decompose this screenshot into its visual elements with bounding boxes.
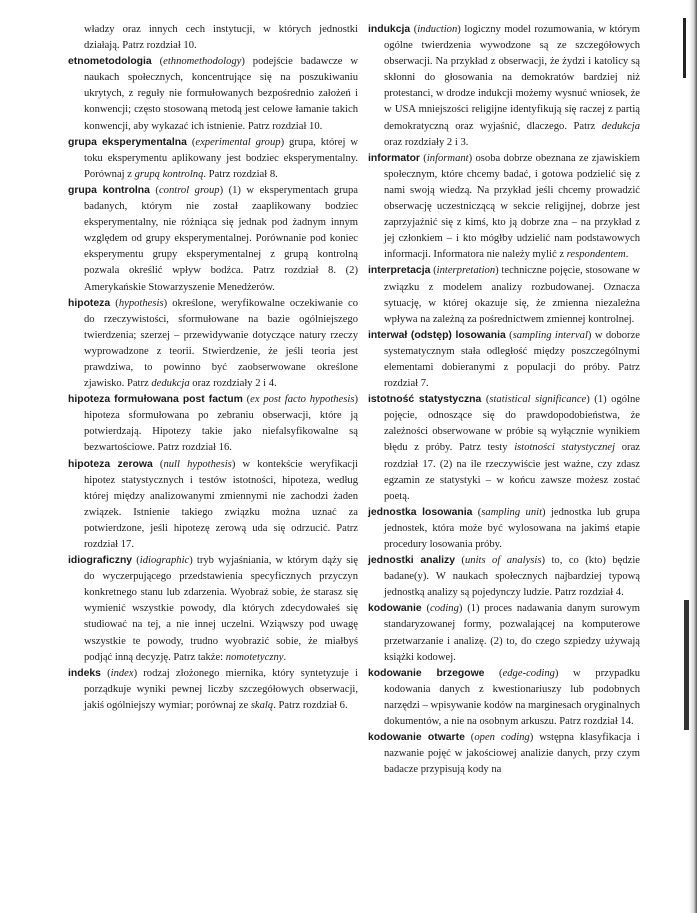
- cross-reference: dedukcja: [151, 378, 190, 390]
- cross-reference: respondentem: [566, 249, 626, 261]
- definition-text: (1) ogólne pojęcie, odnoszące się do prawdopodobieństwa, że zależności obserwowane w próbie są wyłącznie wynikiem błędu z próby. Patrz testy: [384, 394, 640, 454]
- cross-reference: skalą: [250, 699, 274, 711]
- glossary-entry: jednostka losowania (sampling unit) jednostka lub grupa jednostek, która może być wylosowana na jakimś etapie procedury losowania próby.: [368, 506, 640, 550]
- entry-term: istotność statystyczna: [368, 394, 482, 406]
- page-edge-shadow: [689, 0, 697, 913]
- definition-tail: oraz rozdziały 2 i 4.: [189, 378, 277, 390]
- definition-text: osoba dobrze obeznana ze zjawiskiem społecznym, które chcemy badać, i gotowa podzielić się z nami swoją wiedzą. Na przykład jeśli chcemy prowadzić obserwację uczestniczącą w sekcie religijnej, dobrze jest zaprzyjaźnić się z kimś, kto ją dobrze zna – na przykład z jej członkiem – i kto mógłby udzielić nam podstawowych informacji. Informatora nie należy mylić z: [384, 152, 640, 261]
- glossary-entry: kodowanie otwarte (open coding) wstępna klasyfikacja i nazwanie pojęć w jakościowej analizie danych, przy czym badacze przypisują kody na: [368, 732, 640, 776]
- glossary-entry: indeks (index) rodzaj złożonego miernika, który syntetyzuje i porządkuje wyniki pewnej liczby szczegółowych obserwacji, jakiś ogólniejszy wymiar; porównaj ze skalą. Patrz rozdział 6.: [68, 667, 358, 711]
- definition-text: wstępna klasyfikacja i nazwanie pojęć w jakościowej analizie danych, przy czym badacze przypisują kody na: [384, 732, 640, 776]
- glossary-entry: idiograficzny (idiographic) tryb wyjaśniania, w którym dąży się do wyczerpującego przedstawienia specyficznych przyczyn konkretnego stanu lub zdarzenia. Wyobraź sobie, że starasz się wymienić wszystkie powody, dla których zdecydowałeś się studiować na tej, a nie innej uczelni. Wziąwszy pod uwagę wszystkie te powody, trudno wyobrazić sobie, że miałbyś podjąć inną decyzję. Patrz także: nomotetyczny.: [68, 555, 358, 663]
- entry-term: kodowanie: [368, 603, 422, 615]
- english-term: statistical significance: [489, 394, 587, 406]
- glossary-entry: hipoteza formułowana post factum (ex post facto hypothesis) hipoteza sformułowana po zebraniu obserwacji, które ją potwierdzają. Hipotezy takie jako niefalsyfikowalne są bezwartościowe. Patrz rozdział 16.: [68, 394, 358, 454]
- entry-term: kodowanie brzegowe: [368, 667, 485, 679]
- cross-reference: dedukcja: [601, 120, 640, 132]
- entry-term: kodowanie otwarte: [368, 732, 465, 744]
- definition-text: podejście badawcze w naukach społecznych, koncentrujące się na poszukiwaniu ukrytych, z reguły nie formułowanych bezpośrednio założeń i konwencji; często stosowaną metodą jest celowe łamanie takich konwencji, aby wykazać ich istnienie. Patrz rozdział 10.: [84, 56, 358, 132]
- glossary-entry: interwał (odstęp) losowania (sampling interval) w doborze systematycznym stała odległość między poszczególnymi elementami dobieranymi z populacji do próby. Patrz rozdział 7.: [368, 329, 640, 390]
- left-column: [68, 22, 358, 714]
- definition-text: logiczny model rozumowania, w którym ogólne twierdzenia wywodzone są ze szczegółowych obserwacji. Na przykład z obserwacji, że żydzi i katolicy są skłonni do głosowania na demokratów bardziej niż protestanci, w drodze indukcji możemy wysnuć wniosek, że w USA mniejszości religijne identyfikują się raczej z partią demokratyczną oraz wyjaśnić, dlaczego. Patrz: [384, 24, 640, 132]
- definition-text: władzy oraz innych cech instytucji, w których jednostki działają. Patrz rozdział 10.: [84, 24, 358, 52]
- entry-term: hipoteza formułowana post factum: [68, 394, 243, 406]
- scan-edge-mark-lower: [684, 600, 689, 730]
- english-term: informant: [426, 152, 469, 164]
- definition-text: (1) w eksperymentach grupa badanych, którym nie został zaaplikowany bodziec eksperymentalny, nie różniąca się jednak pod żadnym innym względem od grupy eksperymentalnej. Porównanie pod koniec eksperymentu grupy eksperymentalnej z grupą kontrolną pozwala określić wpływ bodźca. Patrz rozdział 8. (2) Amerykańskie Stowarzyszenie Menedżerów.: [84, 184, 359, 293]
- english-term: edge-coding: [502, 667, 555, 679]
- entry-term: interpretacja: [368, 265, 431, 277]
- glossary-entry: grupa eksperymentalna (experimental group) grupa, której w toku eksperymentu aplikowany jest bodziec eksperymentalny. Porównaj z grupą kontrolną. Patrz rozdział 8.: [68, 136, 359, 180]
- definition-tail: . Patrz rozdział 8.: [203, 168, 278, 180]
- definition-text: w kontekście weryfikacji hipotez statystycznych i testów istotności, hipoteza, według której między analizowanymi zmiennymi nie zachodzi żaden związek. Istnienie takiego związku można uznać za potwierdzone, jeśli hipotezę zerową uda się odrzucić. Patrz rozdział 17.: [84, 458, 358, 550]
- definition-text: rodzaj złożonego miernika, który syntetyzuje i porządkuje wyniki pewnej liczby szczegółowych obserwacji, jakiś ogólniejszy wymiar; porównaj ze: [84, 667, 358, 711]
- entry-term: indeks: [68, 667, 101, 679]
- cross-reference: nomotetyczny: [225, 651, 284, 663]
- english-term: interpretation: [436, 265, 496, 277]
- entry-term: interwał (odstęp) losowania: [368, 329, 506, 341]
- glossary-entry: interpretacja (interpretation) techniczne pojęcie, stosowane w związku z modelem analizy rozbudowanej. Oznacza sytuację, w której okazuje się, że zmienna niezależna wpływa na zależną za pośrednictwem zmiennej kontrolnej.: [368, 265, 640, 325]
- english-term: open coding: [474, 732, 530, 744]
- definition-text: jednostka lub grupa jednostek, która może być wylosowana na jakimś etapie procedury losowania próby.: [384, 506, 640, 550]
- english-term: control group: [158, 184, 220, 196]
- entry-term: jednostka losowania: [368, 506, 473, 518]
- definition-text: grupa, której w toku eksperymentu aplikowany jest bodziec eksperymentalny. Porównaj z: [84, 136, 359, 180]
- definition-tail: . Patrz rozdział 6.: [273, 699, 348, 711]
- cross-reference: grupą kontrolną: [134, 168, 204, 180]
- definition-text: w doborze systematycznym stała odległość między poszczególnymi elementami dobieranymi z populacji do próby. Patrz rozdział 7.: [384, 329, 640, 390]
- english-term: index: [110, 667, 134, 679]
- glossary-continuation: [68, 22, 358, 54]
- definition-tail: oraz rozdziały 2 i 3.: [384, 136, 469, 148]
- english-term: sampling interval: [512, 329, 588, 341]
- english-term: ex post facto hypothesis: [250, 394, 355, 406]
- english-term: induction: [417, 24, 458, 35]
- definition-tail: .: [625, 249, 629, 261]
- cross-reference: istotności statystycznej: [514, 442, 616, 454]
- glossary-entry: indukcja (induction) logiczny model rozumowania, w którym ogólne twierdzenia wywodzone są ze szczegółowych obserwacji. Na przykład z obserwacji, że żydzi i katolicy są skłonni do głosowania na demokratów bardziej niż protestanci, w drodze indukcji możemy wysnuć wniosek, że w USA mniejszości religijne identyfikują się raczej z partią demokratyczną oraz wyjaśnić, dlaczego. Patrz dedukcja oraz rozdziały 2 i 3.: [368, 24, 640, 148]
- definition-text: w przypadku kodowania danych z kwestionariuszy lub podobnych narzędzi – wpisywanie kodów na marginesach oryginalnych dokumentów, a nie na osobnym arkuszu. Patrz rozdział 14.: [384, 667, 640, 728]
- entry-term: jednostki analizy: [368, 555, 455, 567]
- english-term: sampling unit: [481, 506, 543, 518]
- glossary-entry: informator (informant) osoba dobrze obeznana ze zjawiskiem społecznym, które chcemy badać, i gotowa podzielić się z nami swoją wiedzą. Na przykład jeśli chcemy prowadzić obserwację uczestniczącą w sekcie religijnej, dobrze jest zaprzyjaźnić się z kimś, kto ją dobrze zna – na przykład z jej członkiem – i kto mógłby udzielić nam podstawowych informacji. Informatora nie należy mylić z respondentem.: [368, 152, 640, 261]
- definition-text: techniczne pojęcie, stosowane w związku z modelem analizy rozbudowanej. Oznacza sytuację, w której okazuje się, że zmienna niezależna wpływa na zależną za pośrednictwem zmiennej kontrolnej.: [384, 265, 640, 325]
- english-term: null hypothesis: [163, 458, 232, 470]
- glossary-entry: hipoteza zerowa (null hypothesis) w kontekście weryfikacji hipotez statystycznych i testów istotności, hipoteza, według której między analizowanymi zmiennymi nie zachodzi żaden związek. Istnienie takiego związku można uznać za potwierdzone, jeśli hipotezę zerową uda się odrzucić. Patrz rozdział 17.: [68, 458, 358, 550]
- glossary-entry: jednostki analizy (units of analysis) to, co (kto) będzie badane(y). W naukach społecznych najbardziej typową jednostką analizy są pojedynczy ludzie. Patrz rozdział 4.: [368, 555, 640, 599]
- english-term: units of analysis: [464, 555, 542, 567]
- english-term: ethnomethodology: [163, 56, 242, 68]
- entry-term: grupa eksperymentalna: [68, 136, 187, 148]
- entry-term: etnometodologia: [68, 56, 152, 68]
- entry-term: hipoteza zerowa: [68, 458, 153, 470]
- definition-text: określone, weryfikowalne oczekiwanie co do rzeczywistości, sformułowane na bazie ogólniejszego twierdzenia; szerzej – przewidywanie dotyczące natury rzeczy wyprowadzone z teorii. Stwierdzenie, że jeśli teoria jest prawdziwa, to powinno być zaobserwowane określone zjawisko. Patrz: [84, 297, 358, 390]
- glossary-entry: kodowanie brzegowe (edge-coding) w przypadku kodowania danych z kwestionariuszy lub podobnych narzędzi – wpisywanie kodów na marginesach oryginalnych dokumentów, a nie na osobnym arkuszu. Patrz rozdział 14.: [368, 667, 640, 728]
- glossary-entry: istotność statystyczna (statistical significance) (1) ogólne pojęcie, odnoszące się do prawdopodobieństwa, że zależności obserwowane w próbie są wyłącznie wynikiem błędu z próby. Patrz testy istotności statystycznej oraz rozdział 17. (2) na ile rzeczywiście jest ważne, czy zdasz egzamin ze statystyki – w końcu zawsze możesz zostać poetą.: [368, 394, 640, 502]
- glossary-entry: hipoteza (hypothesis) określone, weryfikowalne oczekiwanie co do rzeczywistości, sformułowane na bazie ogólniejszego twierdzenia; szerzej – przewidywanie dotyczące natury rzeczy wyprowadzone z teorii. Stwierdzenie, że jeśli teoria jest prawdziwa, to powinno być zaobserwowane określone zjawisko. Patrz dedukcja oraz rozdziały 2 i 4.: [68, 297, 358, 390]
- scan-edge-mark: [683, 18, 686, 78]
- english-term: coding: [430, 603, 459, 615]
- entry-term: grupa kontrolna: [68, 184, 150, 196]
- definition-tail: .: [283, 651, 287, 663]
- glossary-entry: etnometodologia (ethnomethodology) podejście badawcze w naukach społecznych, koncentrujące się na poszukiwaniu ukrytych, z reguły nie formułowanych bezpośrednio założeń i konwencji; często stosowaną metodą jest celowe łamanie takich konwencji, aby wykazać ich istnienie. Patrz rozdział 10.: [68, 56, 358, 132]
- english-term: hypothesis: [118, 297, 164, 309]
- definition-text: (1) proces nadawania danym surowym standaryzowanej formy, pozwalającej na komputerowe przetwarzanie i analizę. (2) to, do czego szpiedzy używają książki kodowej.: [384, 603, 640, 663]
- right-column: [368, 22, 640, 778]
- glossary-entry: kodowanie (coding) (1) proces nadawania danym surowym standaryzowanej formy, pozwalającej na komputerowe przetwarzanie i analizę. (2) to, do czego szpiedzy używają książki kodowej.: [368, 603, 640, 663]
- glossary-entry: grupa kontrolna (control group) (1) w eksperymentach grupa badanych, którym nie został zaaplikowany bodziec eksperymentalny, nie różniąca się jednak pod żadnym innym względem od grupy eksperymentalnej. Porównanie pod koniec eksperymentu grupy eksperymentalnej z grupą kontrolną pozwala określić wpływ bodźca. Patrz rozdział 8. (2) Amerykańskie Stowarzyszenie Menedżerów.: [68, 184, 359, 293]
- entry-term: informator: [368, 152, 420, 164]
- definition-text: hipoteza sformułowana po zebraniu obserwacji, które ją potwierdzają. Hipotezy takie jako niefalsyfikowalne są bezwartościowe. Patrz rozdział 16.: [84, 410, 358, 454]
- entry-term: idiograficzny: [68, 555, 133, 567]
- entry-term: hipoteza: [68, 297, 111, 309]
- entry-term: indukcja: [368, 24, 411, 35]
- english-term: idiographic: [139, 555, 190, 567]
- english-term: experimental group: [195, 136, 281, 148]
- definition-text: to, co (kto) będzie badane(y). W naukach społecznych najbardziej typową jednostką analizy są pojedynczy ludzie. Patrz rozdział 4.: [384, 555, 640, 599]
- definition-text: tryb wyjaśniania, w którym dąży się do wyczerpującego przedstawienia specyficznych przyczyn konkretnego stanu lub zdarzenia. Wyobraź sobie, że starasz się wymienić wszystkie powody, dla których zdecydowałeś się studiować na tej, a nie innej uczelni. Wziąwszy pod uwagę wszystkie te powody, trudno wyobrazić sobie, że miałbyś podjąć inną decyzję. Patrz także:: [84, 555, 358, 663]
- definition-tail: oraz rozdział 17. (2) na ile rzeczywiście jest ważne, czy zdasz egzamin ze statystyki – w końcu zawsze możesz zostać poetą.: [384, 442, 640, 502]
